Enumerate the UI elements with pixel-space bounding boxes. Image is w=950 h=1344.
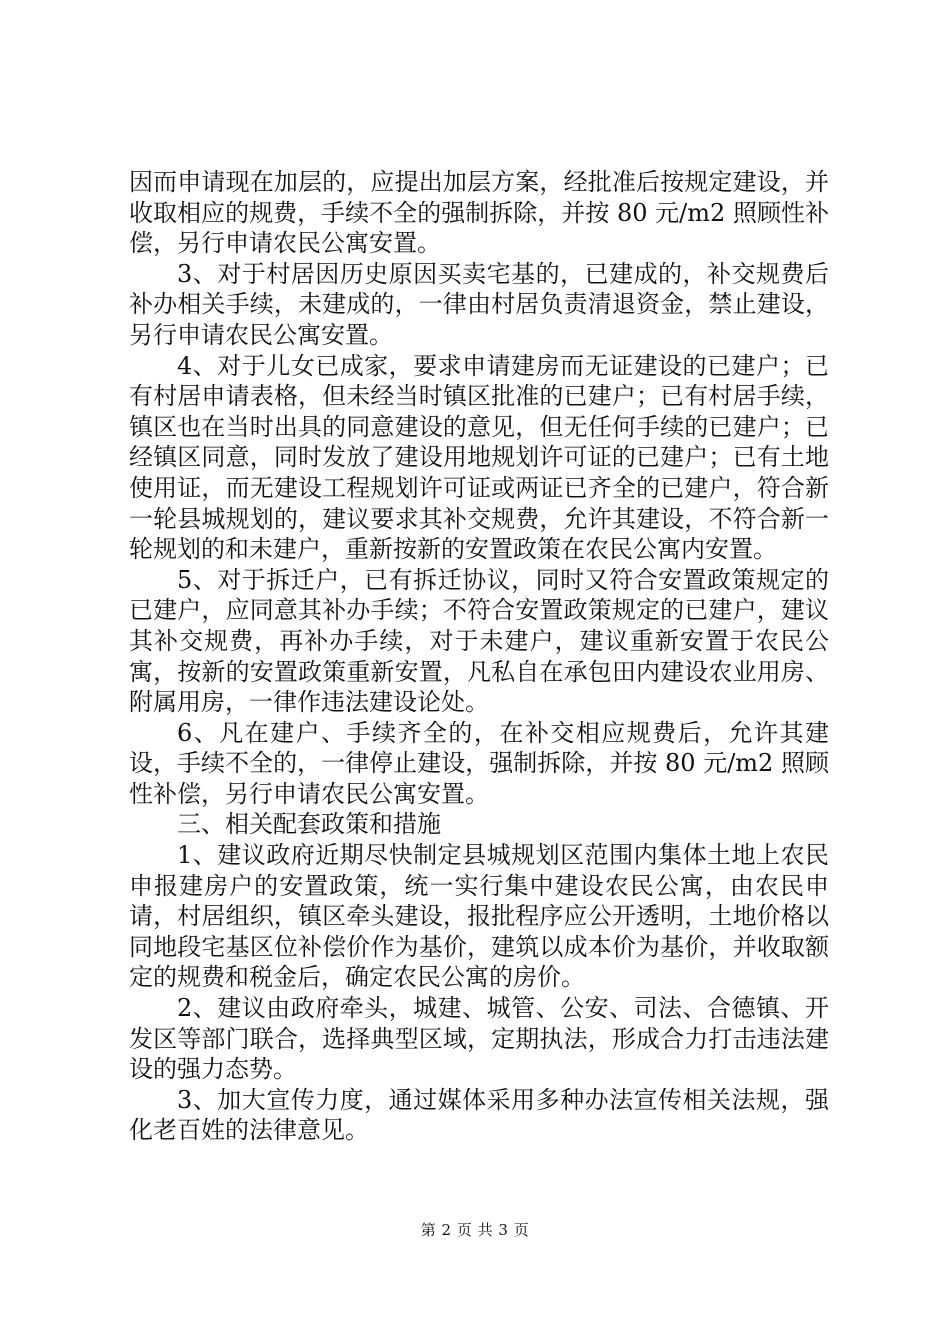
paragraph-item-5: 5、对于拆迁户，已有拆迁协议，同时又符合安置政策规定的已建户，应同意其补办手续；不符合安置政策规定的已建户，建议其补交规费，再补办手续，对于未建户，建议重新安置于农民公寓，按新的安置政策重新安置，凡私自在承包田内建设农业用房、附属用房，一律作违法建设论处。 — [129, 565, 829, 717]
page-number-footer: 第 2 页 共 3 页 — [420, 1221, 530, 1239]
section-paragraph-2: 2、建议由政府牵头，城建、城管、公安、司法、合德镇、开发区等部门联合，选择典型区域，定期执法，形成合力打击违法建设的强力态势。 — [129, 994, 829, 1084]
section-paragraph-1: 1、建议政府近期尽快制定县城规划区范围内集体土地上农民申报建房户的安置政策，统一实行集中建设农民公寓，由农民申请，村居组织，镇区牵头建设，报批程序应公开透明，土地价格以同地段宅基区位补偿价作为基价，建筑以成本价为基价，并收取额定的规费和税金后，确定农民公寓的房价。 — [129, 841, 829, 992]
document-body — [129, 167, 829, 1146]
paragraph-item-3: 3、对于村居因历史原因买卖宅基的，已建成的，补交规费后补办相关手续，未建成的，一律由村居负责清退资金，禁止建设，另行申请农民公寓安置。 — [129, 259, 829, 349]
section-heading: 三、相关配套政策和措施 — [177, 810, 441, 839]
paragraph-item-6: 6、凡在建户、手续齐全的，在补交相应规费后，允许其建设，手续不全的，一律停止建设，强制拆除，并按 80 元/m2 照顾性补偿，另行申请农民公寓安置。 — [129, 718, 829, 808]
section-paragraph-3: 3、加大宣传力度，通过媒体采用多种办法宣传相关法规，强化老百姓的法律意见。 — [129, 1085, 829, 1145]
paragraph-item-4: 4、对于儿女已成家，要求申请建房而无证建设的已建户；已有村居申请表格，但未经当时镇区批准的已建户；已有村居手续，镇区也在当时出具的同意建设的意见，但无任何手续的已建户；已经镇区同意，同时发放了建设用地规划许可证的已建户；已有土地使用证，而无建设工程规划许可证或两证已齐全的已建户，符合新一轮县城规划的，建议要求其补交规费，允许其建设，不符合新一轮规划的和未建户，重新按新的安置政策在农民公寓内安置。 — [129, 351, 829, 564]
paragraph-continuation: 因而申请现在加层的，应提出加层方案，经批准后按规定建设，并收取相应的规费，手续不全的强制拆除，并按 80 元/m2 照顾性补偿，另行申请农民公寓安置。 — [129, 168, 829, 258]
